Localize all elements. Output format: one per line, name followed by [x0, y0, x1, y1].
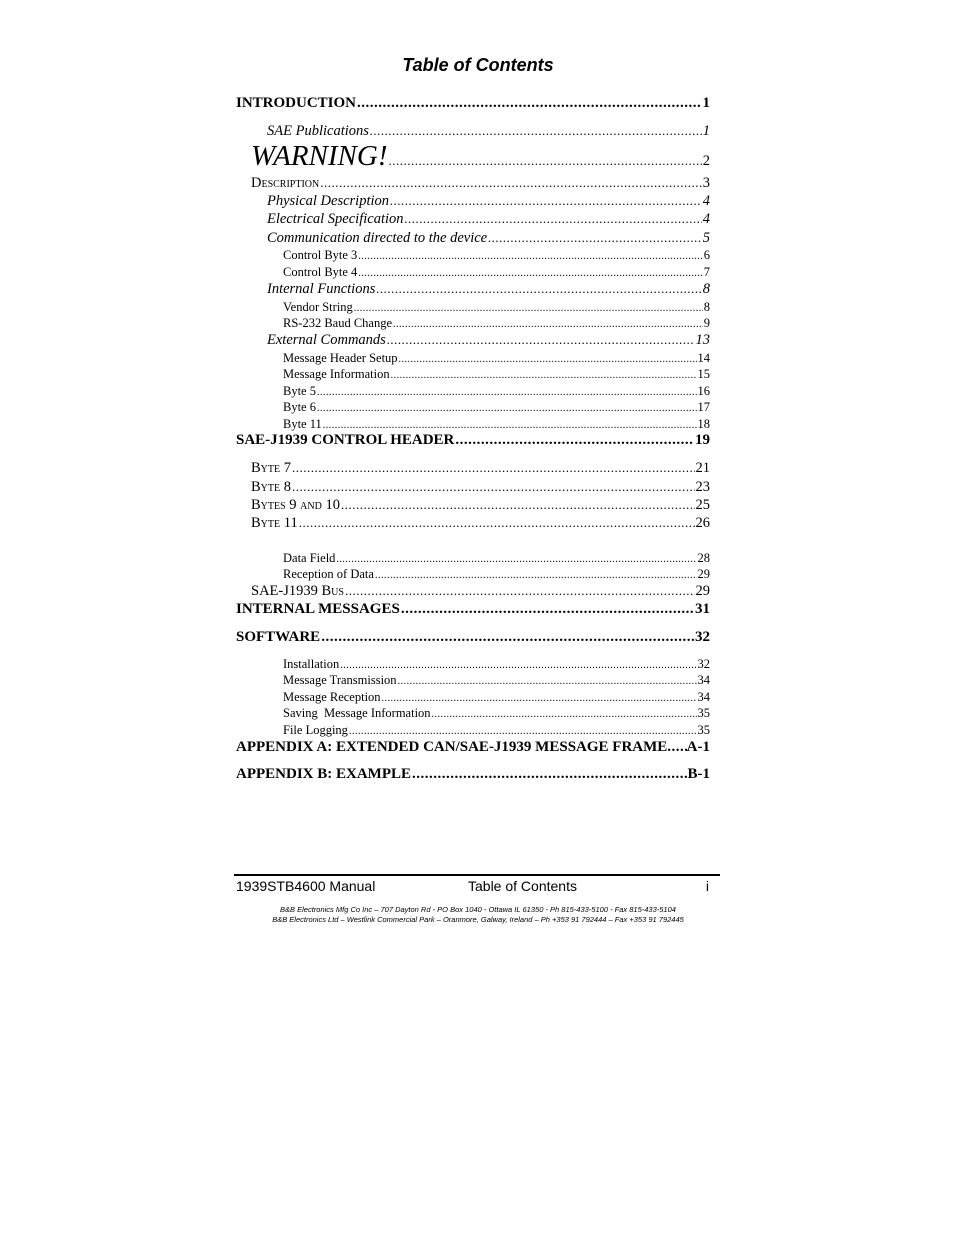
- toc-entry-page: 34: [697, 690, 710, 704]
- toc-entry-page: 19: [695, 432, 710, 448]
- toc-entry-page: 23: [695, 479, 710, 495]
- toc-entry-label: Physical Description: [267, 193, 390, 209]
- toc-entry-message-transmission[interactable]: [283, 673, 710, 688]
- toc-entry-communication[interactable]: [267, 230, 710, 247]
- toc-entry-page: 13: [695, 332, 710, 348]
- toc-entry-page: 8: [702, 281, 710, 297]
- toc-entry-label: Message Reception: [283, 690, 381, 704]
- toc-entry-vendor-string[interactable]: [283, 300, 710, 315]
- toc-entry-label: INTERNAL MESSAGES: [236, 601, 400, 617]
- toc-entry-page: 28: [697, 551, 710, 565]
- page-title: Table of Contents: [402, 55, 554, 75]
- toc-entry-sae-j1939-control-header[interactable]: [236, 432, 710, 449]
- toc-entry-label: WARNING!: [251, 140, 388, 172]
- toc-entry-page: 3: [702, 175, 710, 191]
- toc-entry-appendix-b[interactable]: [236, 766, 710, 783]
- toc-entry-reception-of-data[interactable]: [283, 567, 710, 582]
- toc-entry-page: B-1: [687, 766, 710, 782]
- toc-entry-label: SAE-J1939 Bus: [251, 583, 344, 599]
- toc-entry-byte-5[interactable]: [283, 384, 710, 399]
- toc-entry-control-byte-4[interactable]: [283, 265, 710, 280]
- toc-entry-page: 2: [702, 153, 710, 169]
- toc-entry-byte-11[interactable]: [283, 417, 710, 432]
- toc-entry-label: Message Information: [283, 367, 390, 381]
- toc-entry-page: 9: [703, 316, 710, 330]
- toc-entry-label: APPENDIX A: EXTENDED CAN/SAE-J1939 MESSAGE FRAME: [236, 739, 668, 755]
- toc-entry-file-logging[interactable]: [283, 723, 710, 738]
- toc-entry-page: 34: [697, 673, 710, 687]
- toc-entry-label: SAE-J1939 CONTROL HEADER: [236, 432, 455, 448]
- toc-entry-label: Description: [251, 175, 320, 191]
- toc-entry-page: 25: [695, 497, 710, 513]
- toc-entry-label: Electrical Specification: [267, 211, 404, 227]
- toc-entry-label: Reception of Data: [283, 567, 374, 581]
- toc-entry-label: INTRODUCTION: [236, 95, 357, 111]
- toc-entry-label: Data Field: [283, 551, 336, 565]
- toc-entry-description[interactable]: [251, 175, 710, 192]
- toc-entry-saving-message-information[interactable]: [283, 706, 710, 721]
- toc-entry-message-header-setup[interactable]: [283, 351, 710, 366]
- toc-entry-label: Internal Functions: [267, 281, 376, 297]
- toc-entry-electrical-specification[interactable]: [267, 211, 710, 228]
- toc-entry-label: Control Byte 3: [283, 248, 358, 262]
- toc-entry-page: 1: [702, 95, 710, 111]
- toc-entry-sae-j1939-bus[interactable]: [251, 583, 710, 600]
- toc-entry-label: Saving Message Information: [283, 706, 431, 720]
- toc-entry-installation[interactable]: [283, 657, 710, 672]
- toc-entry-page: 8: [703, 300, 710, 314]
- toc-entry-label: Communication directed to the device: [267, 230, 488, 246]
- toc-entry-page: 31: [695, 601, 710, 617]
- toc-entry-page: 4: [702, 193, 710, 209]
- toc-entry-label: SOFTWARE: [236, 629, 321, 645]
- toc-entry-label: RS-232 Baud Change: [283, 316, 393, 330]
- toc-entry-label: Byte 7: [251, 460, 291, 476]
- toc-entry-page: 16: [697, 384, 710, 398]
- toc-entry-byte-7[interactable]: [251, 460, 710, 477]
- toc-entry-byte-11-section[interactable]: [251, 515, 710, 532]
- toc-entry-label: Message Header Setup: [283, 351, 398, 365]
- toc-entry-label: Installation: [283, 657, 340, 671]
- toc-entry-label: File Logging: [283, 723, 348, 737]
- toc-entry-page: 1: [702, 123, 710, 139]
- toc-entry-label: Byte 8: [251, 479, 291, 495]
- toc-entry-page: 29: [695, 583, 710, 599]
- toc-entry-byte-6[interactable]: [283, 400, 710, 415]
- toc-entry-page: 17: [697, 400, 710, 414]
- footer-section-name: Table of Contents: [468, 878, 577, 894]
- toc-entry-message-reception[interactable]: [283, 690, 710, 705]
- toc-entry-page: 29: [697, 567, 710, 581]
- toc-entry-page: 4: [702, 211, 710, 227]
- toc-entry-page: 5: [702, 230, 710, 246]
- footer-page-number: i: [705, 878, 709, 894]
- toc-entry-label: Vendor String: [283, 300, 353, 314]
- toc-entry-label: External Commands: [267, 332, 386, 348]
- toc-entry-label: Byte 5: [283, 384, 316, 398]
- toc-entry-external-commands[interactable]: [267, 332, 710, 349]
- toc-entry-label: Control Byte 4: [283, 265, 358, 279]
- toc-entry-label: APPENDIX B: EXAMPLE: [236, 766, 411, 782]
- toc-entry-page: 32: [695, 629, 710, 645]
- toc-entry-control-byte-3[interactable]: [283, 248, 710, 263]
- toc-entry-warning[interactable]: [251, 140, 710, 173]
- toc-entry-page: 6: [703, 248, 710, 262]
- toc-entry-bytes-9-and-10[interactable]: [251, 497, 710, 514]
- toc-entry-page: 21: [695, 460, 710, 476]
- toc-entry-introduction[interactable]: [236, 95, 710, 112]
- toc-entry-page: 35: [697, 723, 710, 737]
- toc-entry-page: 26: [695, 515, 710, 531]
- toc-entry-appendix-a[interactable]: [236, 739, 710, 756]
- toc-entry-page: 14: [697, 351, 710, 365]
- toc-entry-data-field[interactable]: [283, 551, 710, 566]
- toc-entry-label: Bytes 9 and 10: [251, 497, 340, 513]
- toc-entry-label: Byte 6: [283, 400, 316, 414]
- toc-entry-page: A-1: [686, 739, 710, 755]
- toc-entry-message-information[interactable]: [283, 367, 710, 382]
- toc-entry-sae-publications[interactable]: [267, 123, 710, 140]
- footer-rule: [234, 874, 720, 876]
- toc-entry-rs232-baud-change[interactable]: [283, 316, 710, 331]
- toc-entry-page: 35: [697, 706, 710, 720]
- toc-entry-page: 18: [697, 417, 710, 431]
- toc-entry-page: 7: [703, 265, 710, 279]
- toc-entry-page: 32: [697, 657, 710, 671]
- footer-address-us: B&B Electronics Mfg Co Inc – 707 Dayton Rd - PO Box 1040 - Ottawa IL 61350 - Ph 815-433-5100 - Fax 815-433-5104: [280, 905, 676, 914]
- toc-entry-page: 15: [697, 367, 710, 381]
- toc-entry-label: Message Transmission: [283, 673, 397, 687]
- toc-entry-byte-8[interactable]: [251, 479, 710, 496]
- toc-entry-label: Byte 11: [251, 515, 298, 531]
- footer-address-ireland: B&B Electronics Ltd – Westlink Commercial Park – Oranmore, Galway, Ireland – Ph +353 91 792444 – Fax +353 91 792445: [272, 915, 684, 924]
- toc-entry-software[interactable]: [236, 629, 710, 646]
- toc-entry-internal-functions[interactable]: [267, 281, 710, 298]
- toc-entry-label: SAE Publications: [267, 123, 369, 139]
- footer-manual-name: 1939STB4600 Manual: [236, 878, 376, 894]
- toc-entry-physical-description[interactable]: [267, 193, 710, 210]
- toc-entry-label: Byte 11: [283, 417, 322, 431]
- toc-entry-internal-messages[interactable]: [236, 601, 710, 618]
